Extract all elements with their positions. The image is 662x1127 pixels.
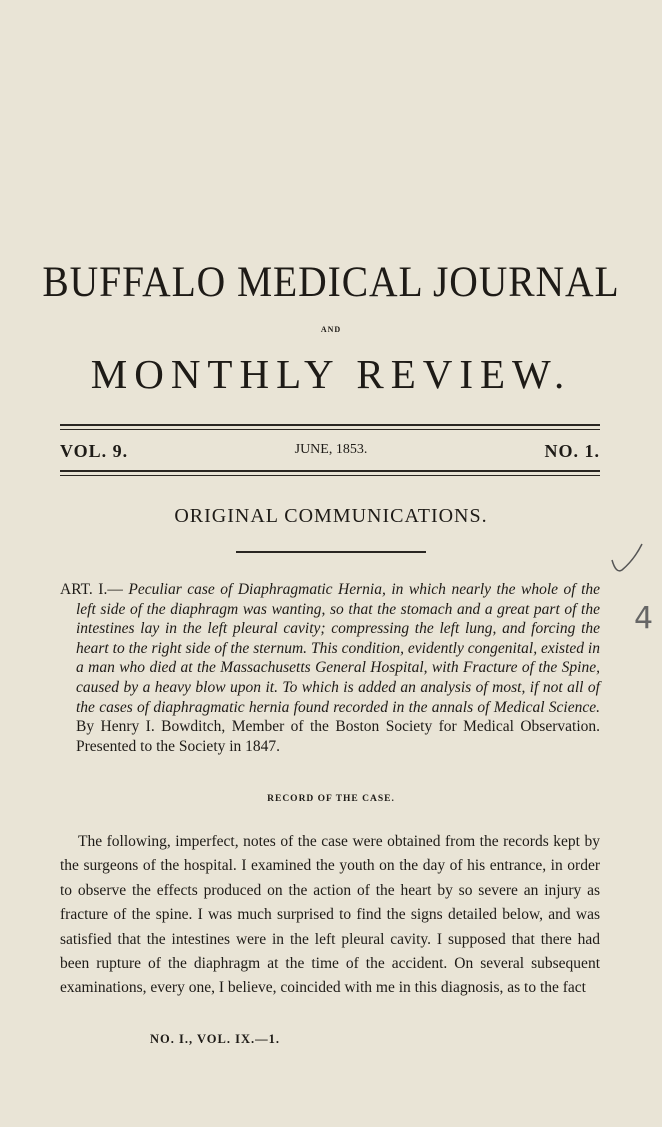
record-heading: RECORD OF THE CASE. [267, 794, 395, 804]
pencil-margin-number [630, 598, 656, 638]
pencil-check-mark [608, 540, 648, 580]
issue-number: NO. 1. [544, 441, 600, 461]
journal-title-line2: MONTHLY REVIEW. [90, 351, 572, 397]
body-paragraph: The following, imperfect, notes of the case were obtained from the records kept by the surgeons of the hospital. I examined the youth on the day of his entrance, in order to observe the effects produced on the action of the heart by so severe an injury as fracture of the spine. I was much surprised to find the signs detailed below, and was satisfied that the intestines were in the left pleural cavity. I supposed that there had been rupture of the diaphragm at the time of the accident. On several subsequent examinations, every one, I believe, coincided with me in this diagnosis, as to the fact [60, 833, 600, 997]
volume-label: VOL. 9. [60, 441, 129, 461]
top-double-rule [60, 424, 600, 426]
article-header [60, 580, 600, 756]
section-divider [236, 551, 426, 553]
bottom-double-rule [60, 470, 600, 472]
title-conjunction: AND [320, 325, 342, 334]
margin-annotation-text: 4 [634, 601, 654, 636]
bottom-double-rule-thin [60, 475, 600, 476]
section-heading: ORIGINAL COMMUNICATIONS. [174, 505, 488, 527]
issue-date: JUNE, 1853. [294, 442, 368, 457]
journal-title-line1: BUFFALO MEDICAL JOURNAL [42, 259, 620, 306]
article-byline: By Henry I. Bowditch, Member of the Boston Society for Medical Observation. Presented to the Society in 1847. [76, 718, 600, 755]
article-title: Peculiar case of Diaphragmatic Hernia, in which nearly the whole of the left side of the diaphragm was wanting, so that the stomach and a great part of the intestines lay in the left pleural cavity; compressing the left lung, and forcing the heart to the right side of the sternum. This condition, evidently congenital, existed in a man who died at the Massachusetts General Hospital, with Fracture of the Spine, caused by a heavy blow upon it. To which is added an analysis of most, if not all of the cases of diaphragmatic hernia found recorded in the annals of Medical Science. [76, 581, 601, 716]
article-label: ART. I.— [60, 581, 123, 598]
top-double-rule-thin [60, 429, 600, 430]
footer-signature: NO. I., VOL. IX.—1. [150, 1032, 280, 1046]
